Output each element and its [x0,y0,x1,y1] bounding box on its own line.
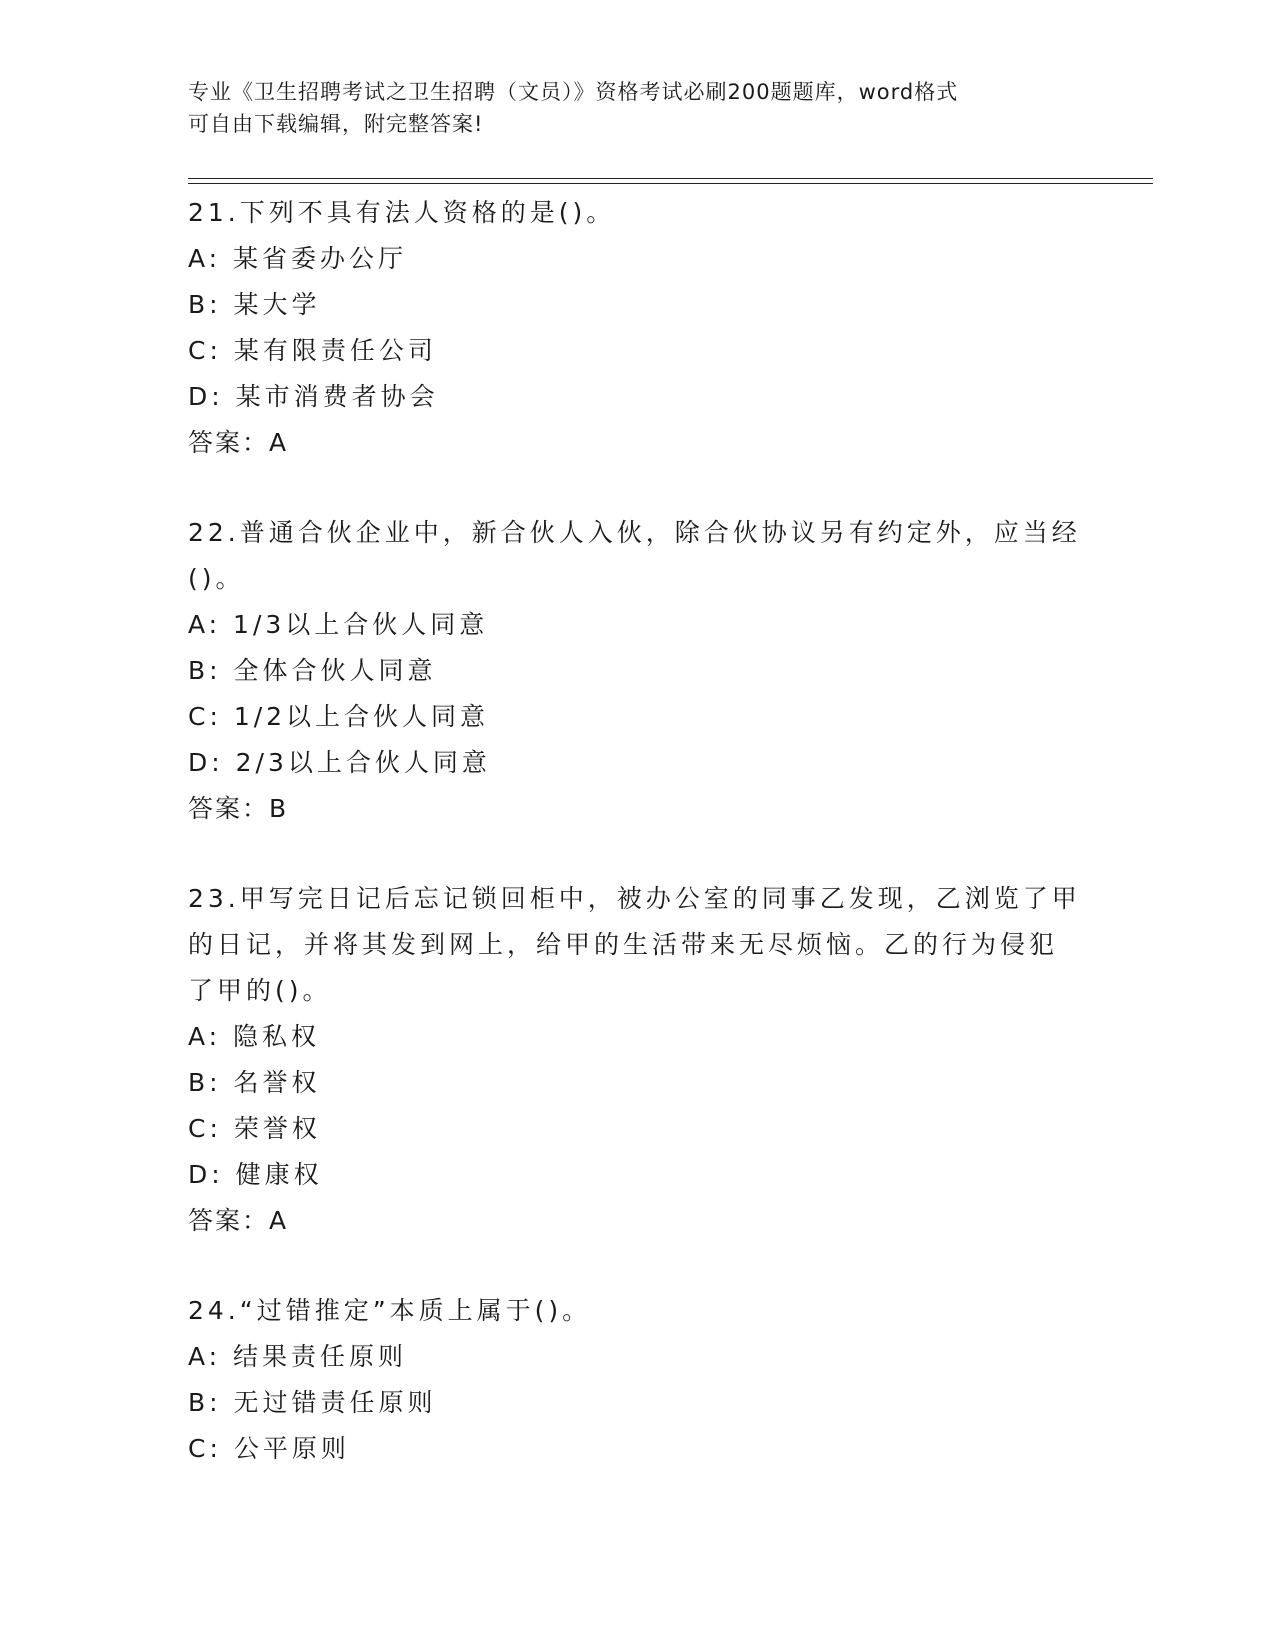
option-b: B: 某大学 [188,290,321,319]
spacer [188,466,1088,510]
option-d: D: 某市消费者协会 [188,382,439,411]
spacer [188,1244,1088,1288]
question-stem: 24.“过错推定”本质上属于()。 [188,1296,592,1325]
question-22 [188,510,1088,832]
option-b: B: 全体合伙人同意 [188,656,437,685]
question-23 [188,876,1088,1244]
header-line-1: 专业《卫生招聘考试之卫生招聘（文员）》资格考试必刷200题题库，word格式 [188,80,959,104]
option-c: C: 1/2以上合伙人同意 [188,702,490,731]
option-c: C: 公平原则 [188,1434,350,1463]
question-list [188,190,1088,1472]
option-b: B: 名誉权 [188,1068,321,1097]
option-d: D: 2/3以上合伙人同意 [188,748,491,777]
question-24 [188,1288,1088,1472]
question-stem-line-1: 23.甲写完日记后忘记锁回柜中，被办公室的同事乙发现，乙浏览了甲 [188,884,1081,913]
header-divider-top [188,178,1153,179]
answer: 答案：A [188,1206,289,1235]
answer: 答案：A [188,428,289,457]
answer: 答案：B [188,794,289,823]
header-line-2: 可自由下载编辑，附完整答案! [188,112,484,136]
question-21 [188,190,1088,466]
document-header [188,76,1088,140]
option-c: C: 某有限责任公司 [188,336,437,365]
question-stem-line-3: 了甲的()。 [188,976,332,1005]
header-divider-bottom [188,183,1153,184]
option-d: D: 健康权 [188,1160,323,1189]
option-b: B: 无过错责任原则 [188,1388,437,1417]
option-a: A: 某省委办公厅 [188,244,408,273]
question-stem-line-2: 的日记，并将其发到网上，给甲的生活带来无尽烦恼。乙的行为侵犯 [188,930,1059,959]
option-a: A: 1/3以上合伙人同意 [188,610,489,639]
spacer [188,832,1088,876]
question-stem: 21.下列不具有法人资格的是()。 [188,198,616,227]
option-a: A: 隐私权 [188,1022,321,1051]
option-c: C: 荣誉权 [188,1114,321,1143]
question-stem-line-1: 22.普通合伙企业中，新合伙人入伙，除合伙协议另有约定外，应当经 [188,518,1081,547]
option-a: A: 结果责任原则 [188,1342,408,1371]
question-stem-line-2: ()。 [188,564,245,593]
